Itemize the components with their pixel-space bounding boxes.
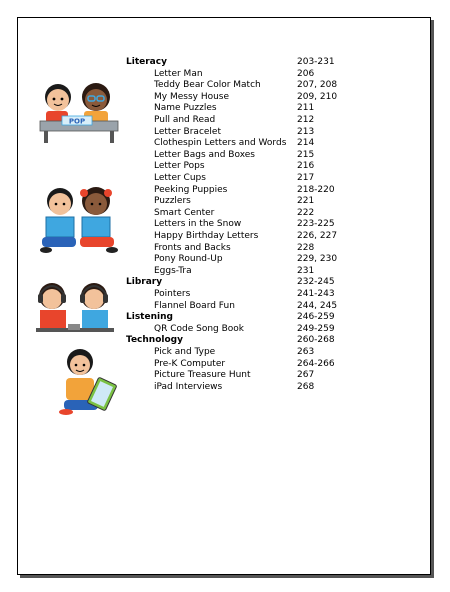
entry-title: Letter Bags and Boxes <box>154 149 255 160</box>
entry-title: Pony Round-Up <box>154 254 223 265</box>
entry-pages: 209, 210 <box>297 91 338 102</box>
section-heading: Listening <box>126 312 173 323</box>
section-heading: Library <box>126 277 163 288</box>
entry-pages: 213 <box>297 126 315 137</box>
entry-title: Name Puzzles <box>154 103 217 114</box>
entry-pages: 267 <box>297 370 315 381</box>
entry-title: Pointers <box>154 289 191 299</box>
entry-title: Letter Bracelet <box>154 126 221 137</box>
entry-pages: 244, 245 <box>297 300 338 311</box>
entry-pages: 206 <box>297 68 315 79</box>
entry-pages: 216 <box>297 161 315 172</box>
entry-pages: 222 <box>297 207 315 218</box>
entry-pages: 241-243 <box>297 289 335 299</box>
entry-title: Flannel Board Fun <box>154 300 235 311</box>
entry-pages: 231 <box>297 265 315 276</box>
entry-title: QR Code Song Book <box>154 323 244 334</box>
entry-pages: 228 <box>297 242 315 253</box>
entry-title: Peeking Puppies <box>154 184 228 195</box>
entry-title: Letter Cups <box>154 173 206 183</box>
entry-title: Pull and Read <box>154 115 216 125</box>
entry-title: Letter Man <box>154 68 203 79</box>
entry-pages: 214 <box>297 138 315 149</box>
entry-pages: 215 <box>297 149 315 160</box>
section-pages: 203-231 <box>297 57 335 67</box>
desk-sign-text: POP <box>68 117 86 126</box>
entry-pages: 223-225 <box>297 219 335 230</box>
entry-title: Puzzlers <box>154 196 191 207</box>
entry-title: Pick and Type <box>154 347 216 357</box>
entry-title: My Messy House <box>154 91 230 102</box>
section-pages: 232-245 <box>297 277 335 288</box>
entry-title: Happy Birthday Letters <box>154 231 259 241</box>
entry-title: Smart Center <box>154 207 215 218</box>
entry-pages: 211 <box>297 103 315 114</box>
entry-pages: 249-259 <box>297 323 335 334</box>
entry-pages: 226, 227 <box>297 231 338 241</box>
entry-title: Letter Pops <box>154 161 205 172</box>
entry-title: Fronts and Backs <box>154 242 231 253</box>
kids-reading-illustration <box>36 183 122 255</box>
entry-title: Letters in the Snow <box>154 219 242 230</box>
entry-pages: 221 <box>297 196 315 207</box>
section-pages: 246-259 <box>297 312 335 323</box>
entry-title: Teddy Bear Color Match <box>154 80 261 91</box>
kid-with-tablet-illustration <box>56 346 120 416</box>
section-heading: Technology <box>126 335 183 346</box>
entry-pages: 268 <box>297 381 315 392</box>
entry-pages: 229, 230 <box>297 254 338 265</box>
entry-pages: 218-220 <box>297 184 335 195</box>
entry-title: Eggs-Tra <box>154 265 192 276</box>
entry-title: Picture Treasure Hunt <box>154 370 251 381</box>
entry-pages: 212 <box>297 115 315 125</box>
entry-title: iPad Interviews <box>154 381 223 392</box>
entry-title: Pre-K Computer <box>154 358 226 369</box>
entry-pages: 217 <box>297 173 315 183</box>
section-heading: Literacy <box>126 57 167 67</box>
entry-title: Clothespin Letters and Words <box>154 138 287 149</box>
entry-pages: 264-266 <box>297 358 335 369</box>
kids-at-desk-illustration <box>36 75 122 145</box>
entry-pages: 263 <box>297 347 315 357</box>
kids-listening-illustration <box>32 278 118 338</box>
section-pages: 260-268 <box>297 335 335 346</box>
entry-pages: 207, 208 <box>297 80 338 91</box>
